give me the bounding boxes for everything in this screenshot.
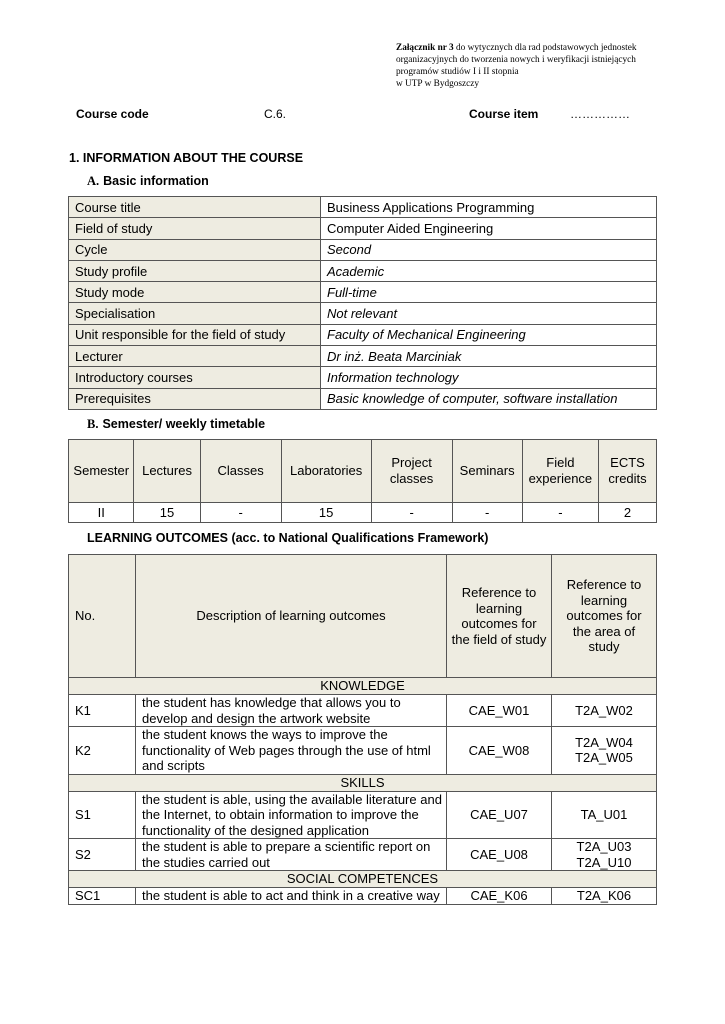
info-row — [69, 346, 657, 367]
timetable-header-cell: ECTS credits — [599, 440, 657, 503]
timetable-table — [68, 439, 657, 523]
info-label: Study mode — [69, 282, 321, 303]
outcome-row — [69, 727, 657, 775]
outcome-ref-field: CAE_W08 — [447, 727, 552, 775]
info-label: Prerequisites — [69, 388, 321, 409]
category-row — [69, 678, 657, 695]
annex-line-3: programów studiów I i II stopnia — [396, 67, 519, 77]
info-row — [69, 218, 657, 239]
info-value: Business Applications Programming — [321, 197, 657, 218]
subsection-a-text: Basic information — [103, 174, 209, 188]
learning-outcomes-header-row — [69, 555, 657, 678]
outcome-ref-area — [552, 791, 657, 839]
info-row — [69, 282, 657, 303]
outcome-ref-area — [552, 888, 657, 905]
annex-line-1: do wytycznych dla rad podstawowych jednostek — [453, 43, 637, 53]
timetable-value-cell: - — [200, 503, 281, 523]
timetable-value-cell: 2 — [599, 503, 657, 523]
info-value: Faculty of Mechanical Engineering — [321, 324, 657, 345]
annex-note — [396, 42, 696, 90]
timetable-header-cell: Field experience — [522, 440, 598, 503]
info-value: Not relevant — [321, 303, 657, 324]
info-row — [69, 367, 657, 388]
outcome-ref-field: CAE_W01 — [447, 695, 552, 727]
info-label: Study profile — [69, 260, 321, 281]
timetable-header-cell: Project classes — [371, 440, 452, 503]
outcome-description: the student is able, using the available literature and the Internet, to obtain information to improve the functionality of the designed application — [136, 791, 447, 839]
info-value: Second — [321, 239, 657, 260]
outcome-ref-area-code: T2A_K06 — [576, 888, 632, 903]
info-value: Academic — [321, 260, 657, 281]
outcome-ref-area — [552, 727, 657, 775]
info-value: Dr inż. Beata Marciniak — [321, 346, 657, 367]
info-label: Course title — [69, 197, 321, 218]
basic-info-table — [68, 196, 657, 410]
section-1-title: 1. INFORMATION ABOUT THE COURSE — [69, 151, 304, 165]
outcome-row — [69, 791, 657, 839]
timetable-header-cell: Laboratories — [281, 440, 371, 503]
info-row — [69, 324, 657, 345]
outcome-ref-area-code: T2A_W04 — [575, 734, 633, 750]
outcome-ref-field: CAE_K06 — [447, 888, 552, 905]
subsection-b-title — [87, 417, 265, 432]
category-row — [69, 774, 657, 791]
outcome-no: S2 — [69, 839, 136, 871]
outcome-no: S1 — [69, 791, 136, 839]
outcome-no: K1 — [69, 695, 136, 727]
timetable-header-cell: Lectures — [134, 440, 200, 503]
outcome-ref-area-code: TA_U01 — [580, 807, 628, 822]
category-label: KNOWLEDGE — [69, 678, 657, 695]
outcome-row — [69, 695, 657, 727]
info-row — [69, 260, 657, 281]
timetable-value-cell: - — [522, 503, 598, 523]
info-row — [69, 239, 657, 260]
info-row — [69, 197, 657, 218]
annex-line-2: organizacyjnych do tworzenia nowych i weryfikacji istniejących — [396, 55, 636, 65]
header-description: Description of learning outcomes — [136, 555, 447, 678]
info-value: Full-time — [321, 282, 657, 303]
info-row — [69, 388, 657, 409]
category-label: SKILLS — [69, 774, 657, 791]
info-row — [69, 303, 657, 324]
outcome-description: the student knows the ways to improve the functionality of Web pages through the use of html and scripts — [136, 727, 447, 775]
outcome-description: the student is able to prepare a scientific report on the studies carried out — [136, 839, 447, 871]
timetable-value-cell: II — [69, 503, 134, 523]
timetable-values-row — [69, 503, 657, 523]
outcome-description: the student is able to act and think in a creative way — [136, 888, 447, 905]
timetable-value-cell: 15 — [134, 503, 200, 523]
timetable-header-cell: Seminars — [452, 440, 522, 503]
outcome-ref-field: CAE_U07 — [447, 791, 552, 839]
info-label: Lecturer — [69, 346, 321, 367]
header-ref-field: Reference to learning outcomes for the field of study — [447, 555, 552, 678]
course-item-label: Course item — [469, 107, 539, 121]
timetable-header-cell: Semester — [69, 440, 134, 503]
subsection-b-letter: B. — [87, 417, 99, 431]
timetable-value-cell: - — [452, 503, 522, 523]
outcome-ref-area-code: T2A_W02 — [575, 702, 633, 718]
outcome-ref-area-code: T2A_U10 — [576, 854, 632, 870]
annex-number: Załącznik nr 3 — [396, 43, 454, 53]
outcome-row — [69, 839, 657, 871]
course-code-label: Course code — [76, 107, 149, 121]
annex-line-4: w UTP w Bydgoszczy — [396, 79, 480, 89]
subsection-a-letter: A. — [87, 174, 100, 188]
timetable-value-cell: 15 — [281, 503, 371, 523]
outcome-ref-area-code: T2A_W05 — [575, 750, 633, 766]
category-label: SOCIAL COMPETENCES — [69, 871, 657, 888]
outcome-ref-area — [552, 695, 657, 727]
outcome-ref-area-code: T2A_U03 — [576, 839, 632, 854]
outcome-ref-field: CAE_U08 — [447, 839, 552, 871]
learning-outcomes-title: LEARNING OUTCOMES (acc. to National Qualifications Framework) — [87, 531, 489, 545]
info-label: Field of study — [69, 218, 321, 239]
info-label: Unit responsible for the field of study — [69, 324, 321, 345]
category-row — [69, 871, 657, 888]
info-label: Specialisation — [69, 303, 321, 324]
timetable-header-cell: Classes — [200, 440, 281, 503]
info-value: Computer Aided Engineering — [321, 218, 657, 239]
outcome-row — [69, 888, 657, 905]
info-value: Information technology — [321, 367, 657, 388]
subsection-a-title — [87, 174, 209, 189]
header-ref-area: Reference to learning outcomes for the area of study — [552, 555, 657, 678]
outcome-ref-area — [552, 839, 657, 871]
outcome-no: K2 — [69, 727, 136, 775]
course-item-value: …………… — [570, 107, 630, 121]
timetable-value-cell: - — [371, 503, 452, 523]
course-code-value: C.6. — [264, 107, 287, 121]
info-label: Introductory courses — [69, 367, 321, 388]
learning-outcomes-table — [68, 554, 657, 905]
header-no: No. — [69, 555, 136, 678]
info-label: Cycle — [69, 239, 321, 260]
info-value: Basic knowledge of computer, software installation — [321, 388, 657, 409]
timetable-header-row — [69, 440, 657, 503]
outcome-no: SC1 — [69, 888, 136, 905]
subsection-b-text: Semester/ weekly timetable — [102, 417, 266, 431]
outcome-description: the student has knowledge that allows you to develop and design the artwork website — [136, 695, 447, 727]
